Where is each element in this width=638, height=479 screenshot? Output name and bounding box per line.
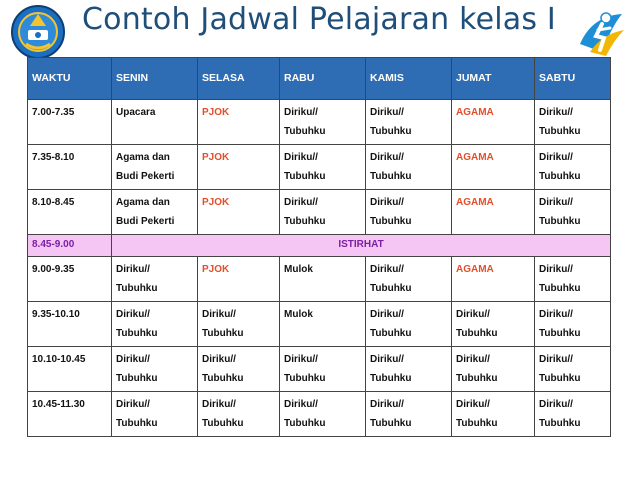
- lesson-text: AGAMA: [456, 197, 494, 208]
- lesson-text: Agama dan: [116, 197, 170, 208]
- lesson-cell: [366, 100, 452, 145]
- column-header: SELASA: [198, 58, 280, 100]
- lesson-text: Tubuhku: [116, 283, 158, 294]
- lesson-text: Tubuhku: [202, 328, 244, 339]
- lesson-text: Tubuhku: [539, 171, 581, 182]
- time-cell: 7.00-7.35: [28, 100, 112, 145]
- lesson-text: Diriku//: [370, 197, 404, 208]
- time-cell: 10.45-11.30: [28, 392, 112, 437]
- lesson-cell: [366, 257, 452, 302]
- lesson-text: Diriku//: [116, 264, 150, 275]
- break-row: [28, 235, 611, 257]
- lesson-text: Tubuhku: [370, 373, 412, 384]
- lesson-cell: [452, 392, 535, 437]
- lesson-text: PJOK: [202, 264, 230, 275]
- lesson-cell: [366, 347, 452, 392]
- lesson-cell: [198, 347, 280, 392]
- lesson-text: Tubuhku: [370, 126, 412, 137]
- lesson-cell: [535, 190, 611, 235]
- lesson-text: AGAMA: [456, 107, 494, 118]
- lesson-text: Diriku//: [284, 399, 318, 410]
- lesson-cell: [535, 100, 611, 145]
- break-label: ISTIRHAT: [112, 235, 611, 257]
- time-cell: 9.35-10.10: [28, 302, 112, 347]
- lesson-cell: [112, 347, 198, 392]
- lesson-cell: [535, 392, 611, 437]
- lesson-text: Tubuhku: [370, 216, 412, 227]
- column-header: SABTU: [535, 58, 611, 100]
- lesson-cell: [366, 302, 452, 347]
- schedule-table: [27, 57, 611, 437]
- lesson-text: Tubuhku: [456, 373, 498, 384]
- lesson-cell: [280, 302, 366, 347]
- lesson-cell: [366, 145, 452, 190]
- time-cell: 10.10-10.45: [28, 347, 112, 392]
- lesson-cell: [198, 392, 280, 437]
- column-header: JUMAT: [452, 58, 535, 100]
- lesson-cell: [452, 347, 535, 392]
- lesson-text: Tubuhku: [370, 328, 412, 339]
- lesson-cell: [112, 392, 198, 437]
- lesson-text: AGAMA: [456, 264, 494, 275]
- lesson-text: Upacara: [116, 107, 156, 118]
- lesson-cell: [112, 302, 198, 347]
- lesson-cell: [535, 302, 611, 347]
- column-header: KAMIS: [366, 58, 452, 100]
- lesson-text: Diriku//: [116, 309, 150, 320]
- lesson-text: Tubuhku: [284, 373, 326, 384]
- lesson-text: Tubuhku: [116, 418, 158, 429]
- lesson-text: Diriku//: [202, 354, 236, 365]
- lesson-cell: [112, 100, 198, 145]
- lesson-text: Tubuhku: [539, 283, 581, 294]
- lesson-text: PJOK: [202, 197, 230, 208]
- table-row: [28, 347, 611, 392]
- lesson-text: Diriku//: [370, 264, 404, 275]
- lesson-text: Diriku//: [370, 309, 404, 320]
- column-header: WAKTU: [28, 58, 112, 100]
- time-cell: 8.10-8.45: [28, 190, 112, 235]
- lesson-cell: [112, 190, 198, 235]
- lesson-text: AGAMA: [456, 152, 494, 163]
- lesson-text: Diriku//: [539, 309, 573, 320]
- lesson-text: Tubuhku: [284, 171, 326, 182]
- lesson-text: Diriku//: [370, 399, 404, 410]
- table-row: [28, 145, 611, 190]
- lesson-text: Tubuhku: [539, 328, 581, 339]
- time-cell: 9.00-9.35: [28, 257, 112, 302]
- lesson-text: Tubuhku: [539, 126, 581, 137]
- lesson-cell: [452, 145, 535, 190]
- lesson-cell: [112, 145, 198, 190]
- lesson-cell: [280, 257, 366, 302]
- lesson-text: Diriku//: [116, 399, 150, 410]
- lesson-text: Diriku//: [370, 354, 404, 365]
- lesson-text: Diriku//: [539, 152, 573, 163]
- lesson-text: Diriku//: [284, 197, 318, 208]
- lesson-text: Budi Pekerti: [116, 171, 175, 182]
- lesson-cell: [535, 347, 611, 392]
- column-header: SENIN: [112, 58, 198, 100]
- lesson-cell: [452, 302, 535, 347]
- lesson-cell: [280, 190, 366, 235]
- lesson-text: Tubuhku: [370, 283, 412, 294]
- lesson-cell: [452, 100, 535, 145]
- lesson-text: Tubuhku: [456, 418, 498, 429]
- lesson-cell: [198, 190, 280, 235]
- lesson-text: Diriku//: [202, 309, 236, 320]
- lesson-text: Diriku//: [202, 399, 236, 410]
- lesson-text: Diriku//: [456, 354, 490, 365]
- column-header: RABU: [280, 58, 366, 100]
- table-row: [28, 302, 611, 347]
- lesson-text: Diriku//: [539, 264, 573, 275]
- lesson-text: Diriku//: [284, 107, 318, 118]
- lesson-text: Diriku//: [456, 399, 490, 410]
- lesson-text: Diriku//: [539, 107, 573, 118]
- lesson-text: Budi Pekerti: [116, 216, 175, 227]
- lesson-text: Diriku//: [284, 152, 318, 163]
- lesson-cell: [198, 100, 280, 145]
- lesson-text: Diriku//: [116, 354, 150, 365]
- lesson-cell: [280, 392, 366, 437]
- lesson-text: Agama dan: [116, 152, 170, 163]
- lesson-cell: [535, 257, 611, 302]
- lesson-text: Diriku//: [370, 107, 404, 118]
- lesson-text: Tubuhku: [202, 373, 244, 384]
- lesson-text: Tubuhku: [284, 418, 326, 429]
- lesson-cell: [452, 257, 535, 302]
- lesson-text: Tubuhku: [539, 418, 581, 429]
- lesson-text: Tubuhku: [116, 328, 158, 339]
- lesson-text: Diriku//: [370, 152, 404, 163]
- lesson-cell: [535, 145, 611, 190]
- lesson-cell: [112, 257, 198, 302]
- page-title: Contoh Jadwal Pelajaran kelas I: [82, 2, 556, 37]
- lesson-text: Tubuhku: [284, 126, 326, 137]
- lesson-text: PJOK: [202, 152, 230, 163]
- lesson-cell: [366, 190, 452, 235]
- lesson-cell: [280, 347, 366, 392]
- lesson-text: Tubuhku: [539, 373, 581, 384]
- table-row: [28, 257, 611, 302]
- lesson-text: Diriku//: [539, 354, 573, 365]
- lesson-text: PJOK: [202, 107, 230, 118]
- lesson-cell: [280, 100, 366, 145]
- lesson-cell: [452, 190, 535, 235]
- lesson-text: Diriku//: [284, 354, 318, 365]
- lesson-text: Diriku//: [456, 309, 490, 320]
- lesson-text: Tubuhku: [370, 171, 412, 182]
- lesson-text: Mulok: [284, 309, 313, 320]
- running-figure-logo: [572, 4, 630, 60]
- lesson-text: Diriku//: [539, 197, 573, 208]
- lesson-text: Diriku//: [539, 399, 573, 410]
- table-row: [28, 392, 611, 437]
- time-cell: 7.35-8.10: [28, 145, 112, 190]
- lesson-text: Tubuhku: [116, 373, 158, 384]
- lesson-text: Tubuhku: [370, 418, 412, 429]
- table-row: [28, 190, 611, 235]
- table-row: [28, 100, 611, 145]
- lesson-cell: [198, 257, 280, 302]
- header-row: [28, 58, 611, 100]
- lesson-cell: [280, 145, 366, 190]
- lesson-text: Tubuhku: [456, 328, 498, 339]
- lesson-cell: [198, 145, 280, 190]
- break-time: 8.45-9.00: [28, 235, 112, 257]
- lesson-text: Tubuhku: [284, 216, 326, 227]
- lesson-cell: [366, 392, 452, 437]
- lesson-text: Tubuhku: [202, 418, 244, 429]
- lesson-text: Mulok: [284, 264, 313, 275]
- lesson-cell: [198, 302, 280, 347]
- lesson-text: Tubuhku: [539, 216, 581, 227]
